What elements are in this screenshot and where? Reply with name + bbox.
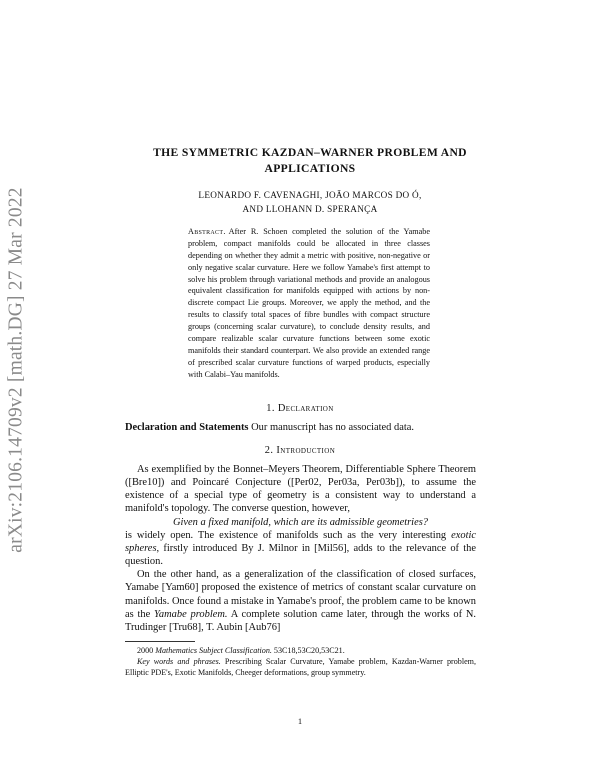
declaration-text: Our manuscript has no associated data.: [251, 422, 415, 433]
footnote-rule: [125, 641, 195, 642]
title-line-2: APPLICATIONS: [264, 162, 356, 175]
introduction-body: [125, 463, 476, 634]
intro-p3-start: On the other hand, as a generalization of the classification of closed surfaces, Yamabe [Yam60] proposed the existence of metrics of constant scalar curvature on manifolds. Once found a mistake in Yamabe's proof, the problem came to be known as the: [125, 569, 476, 620]
abstract-text: After R. Schoen completed the solution of the Yamabe problem, compact manifolds could be allocated in three classes depending on whether they admit a metric with positive, non-negative or only negative scalar curvature. Here we follow Yamabe's first attempt to solve his problem through variational methods and provide an analogous equivalent classification for manifolds equipped with actions by non-discrete compact Lie groups. Moreover, we apply the method, and the results to classify total spaces of fibre bundles with compact structure groups (concerning scalar curvature), to conclude density results, and compare realizable scalar curvature functions between some exotic manifolds their standard counterpart. We also provide an extended range of prescribed scalar curvature functions of warped products, especially with Calabi–Yau manifolds.: [188, 227, 430, 379]
msc-year: 2000: [137, 646, 154, 655]
msc-codes: 53C18,53C20,53C21.: [273, 646, 345, 655]
section-heading-introduction: 2. Introduction: [264, 445, 336, 456]
keywords-text: Prescribing Scalar Curvature, Yamabe problem, Kazdan-Warner problem, Elliptic PDE's, Exotic Manifolds, Cheeger deformations, group symmetry.: [125, 656, 476, 677]
page-number: 1: [297, 716, 303, 726]
msc-label: Mathematics Subject Classification.: [155, 646, 272, 655]
intro-p2-end: , firstly introduced By J. Milnor in [Mil56], adds to the relevance of the question.: [125, 542, 476, 568]
intro-p2-emphasis: exotic spheres: [125, 529, 477, 554]
paper-title: [110, 145, 510, 177]
footnotes: [125, 646, 476, 679]
authors-line-2: AND LLOHANN D. SPERANÇA: [242, 203, 378, 214]
footnote-keywords: [125, 657, 476, 679]
abstract-label: Abstract.: [188, 227, 226, 236]
footnote-msc: [125, 646, 476, 657]
intro-paragraph-3: [125, 568, 476, 634]
arxiv-identifier: arXiv:2106.14709v2 [math.DG] 27 Mar 2022: [6, 187, 28, 553]
intro-p2-start: is widely open. The existence of manifolds such as the very interesting: [125, 529, 447, 541]
title-line-1: THE SYMMETRIC KAZDAN–WARNER PROBLEM AND: [153, 146, 467, 159]
intro-paragraph-2: [125, 529, 476, 568]
intro-p3-emphasis: Yamabe problem.: [154, 608, 228, 620]
section-heading-declaration: 1. Declaration: [266, 403, 334, 414]
arxiv-stamp: [4, 172, 30, 568]
abstract: [188, 226, 430, 380]
author-list: [110, 189, 510, 216]
declaration-statement: [125, 421, 476, 434]
authors-line-1: LEONARDO F. CAVENAGHI, JOÃO MARCOS DO Ó,: [198, 190, 422, 200]
intro-question: Given a fixed manifold, which are its admissible geometries?: [172, 516, 428, 528]
intro-p3-end: A complete solution came later, through the works of N. Trudinger [Tru68], T. Aubin [Aub76]: [125, 608, 476, 633]
declaration-bold-lead: Declaration and Statements: [125, 422, 249, 433]
intro-paragraph-1: As exemplified by the Bonnet–Meyers Theorem, Differentiable Sphere Theorem ([Bre10]) and Poincaré Conjecture ([Per02, Per03a, Per03b]), to assume the existence of a special type of geometry is a consistent way to understand a manifold's topology. The converse question, however,: [125, 464, 476, 515]
keywords-label: Key words and phrases.: [137, 656, 221, 666]
